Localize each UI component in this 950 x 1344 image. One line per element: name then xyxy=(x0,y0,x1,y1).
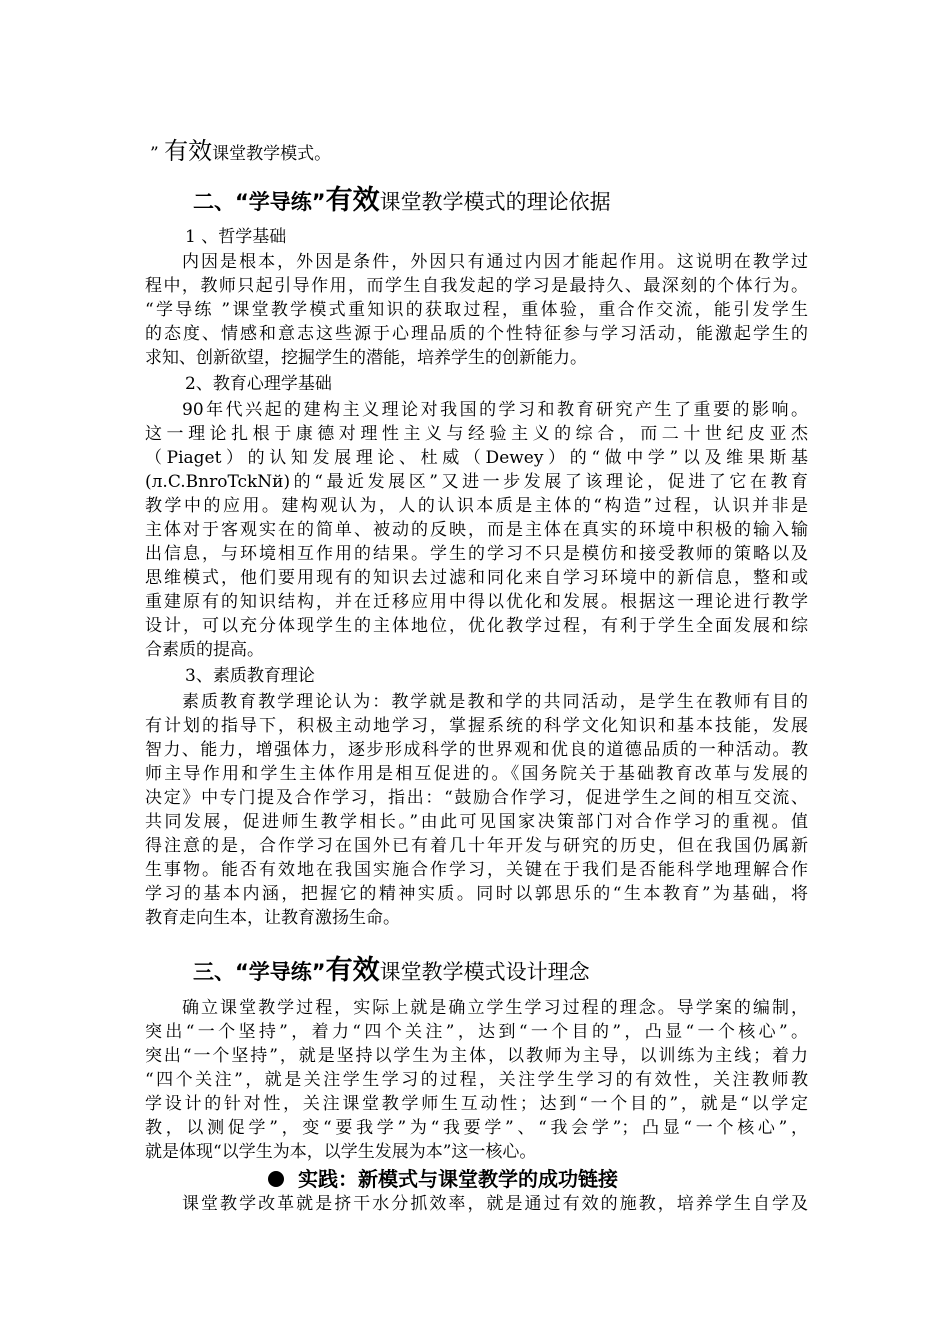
paragraph-line: 内因是根本，外因是条件，外因只有通过内因才能起作用。这说明在教学过 xyxy=(182,252,808,272)
paragraph-line: 主体对于客观实在的简单、被动的反映，而是主体在真实的环境中积极的输入输 xyxy=(145,520,808,540)
paragraph-line: 共同发展，促进师生教学相长。”由此可见国家决策部门对合作学习的重视。值 xyxy=(145,812,808,832)
paragraph-line: 有计划的指导下，积极主动地学习，掌握系统的科学文化知识和基本技能，发展 xyxy=(145,716,808,736)
paragraph-line: 教育走向生本，让教育激扬生命。 xyxy=(145,908,400,928)
intro-rest: 课堂教学模式。 xyxy=(212,144,332,164)
paragraph-line: 智力、能力，增强体力，逐步形成科学的世界观和优良的道德品质的一种活动。教 xyxy=(145,740,808,760)
section3-title-a: 三、“学导练” xyxy=(193,960,326,984)
paragraph-line: 这一理论扎根于康德对理性主义与经验主义的综合，而二十世纪皮亚杰 xyxy=(145,424,808,444)
paragraph-line: 的态度、情感和意志这些源于心理品质的个性特征参与学习活动，能激起学生的 xyxy=(145,324,808,344)
paragraph-line: 程中，教师只起引导作用，而学生自我发起的学习是最持久、最深刻的个体行为。 xyxy=(145,276,808,296)
paragraph-line: 合素质的提高。 xyxy=(145,640,264,660)
intro-prefix: ” xyxy=(150,144,165,164)
section2-title-b: 课堂教学模式的理论依据 xyxy=(379,190,611,214)
paragraph-line: 设计，可以充分体现学生的主体地位，优化教学过程，有利于学生全面发展和综 xyxy=(145,616,808,636)
section2-title-big: 有效 xyxy=(325,185,380,216)
paragraph-line: 就是体现“以学生为本，以学生发展为本”这一核心。 xyxy=(145,1142,537,1162)
intro-line xyxy=(150,136,331,169)
paragraph-line: 教，以测促学”，变“要我学”为“我要学”、“我会学”；凸显“一个核心”， xyxy=(145,1118,808,1138)
intro-big: 有效 xyxy=(164,137,213,165)
paragraph-line: 突出“一个坚持”，就是坚持以学生为主体，以教师为主导，以训练为主线；着力 xyxy=(145,1046,808,1066)
section3-title-b: 课堂教学模式设计理念 xyxy=(379,960,590,984)
section2-title-a: 二、“学导练” xyxy=(193,190,326,214)
paragraph-line: （Piaget）的认知发展理论、杜威（Dewey）的“做中学”以及维果斯基 xyxy=(145,448,808,468)
paragraph-line: 生事物。能否有效地在我国实施合作学习，关键在于我们是否能科学地理解合作 xyxy=(145,860,808,880)
paragraph-line: 素质教育教学理论认为：教学就是教和学的共同活动，是学生在教师有目的 xyxy=(182,692,808,712)
paragraph-line: 思维模式，他们要用现有的知识去过滤和同化来自学习环境中的新信息，整和或 xyxy=(145,568,808,588)
paragraph-line: “四个关注”，就是关注学生学习的过程，关注学生学习的有效性，关注教师教 xyxy=(145,1070,808,1090)
section4-title: 实践：新模式与课堂教学的成功链接 xyxy=(298,1167,618,1191)
section4-heading xyxy=(268,1164,618,1194)
paragraph-line: 得注意的是，合作学习在国外已有着几十年开发与研究的历史，但在我国仍属新 xyxy=(145,836,808,856)
subheading-quality-education: 3、素质教育理论 xyxy=(185,666,315,686)
subheading-philosophy: 1 、哲学基础 xyxy=(185,227,287,247)
paragraph-line: 90年代兴起的建构主义理论对我国的学习和教育研究产生了重要的影响。 xyxy=(182,400,808,420)
bullet-icon xyxy=(268,1171,284,1187)
paragraph-line: 学设计的针对性，关注课堂教学师生互动性；达到“一个目的”，就是“以学定 xyxy=(145,1094,808,1114)
paragraph-line: 突出“一个坚持”，着力“四个关注”，达到“一个目的”，凸显“一个核心”。 xyxy=(145,1022,808,1042)
paragraph-line: (л.C.BnroTckNй)的“最近发展区”又进一步发展了该理论，促进了它在教育 xyxy=(145,472,808,492)
paragraph-line: 确立课堂教学过程，实际上就是确立学生学习过程的理念。导学案的编制， xyxy=(182,998,808,1018)
paragraph-line: 出信息，与环境相互作用的结果。学生的学习不只是模仿和接受教师的策略以及 xyxy=(145,544,808,564)
section3-title-big: 有效 xyxy=(325,955,380,986)
paragraph-line: 教学中的应用。建构观认为，人的认识本质是主体的“构造”过程，认识并非是 xyxy=(145,496,808,516)
paragraph-line: 师主导作用和学生主体作用是相互促进的。《国务院关于基础教育改革与发展的 xyxy=(145,764,808,784)
paragraph-line: 重建原有的知识结构，并在迁移应用中得以优化和发展。根据这一理论进行教学 xyxy=(145,592,808,612)
paragraph-line: 学习的基本内涵，把握它的精神实质。同时以郭思乐的“生本教育”为基础，将 xyxy=(145,884,808,904)
section3-heading xyxy=(193,956,590,987)
paragraph-line: 决定》中专门提及合作学习，指出：“鼓励合作学习，促进学生之间的相互交流、 xyxy=(145,788,808,808)
paragraph-line: “学导练 ”课堂教学模式重知识的获取过程，重体验，重合作交流，能引发学生 xyxy=(145,300,808,320)
subheading-educational-psychology: 2、教育心理学基础 xyxy=(185,374,332,394)
paragraph-line: 求知、创新欲望，挖掘学生的潜能，培养学生的创新能力。 xyxy=(145,348,587,368)
paragraph-line: 课堂教学改革就是挤干水分抓效率，就是通过有效的施教，培养学生自学及 xyxy=(182,1194,808,1214)
section2-heading xyxy=(193,186,611,217)
